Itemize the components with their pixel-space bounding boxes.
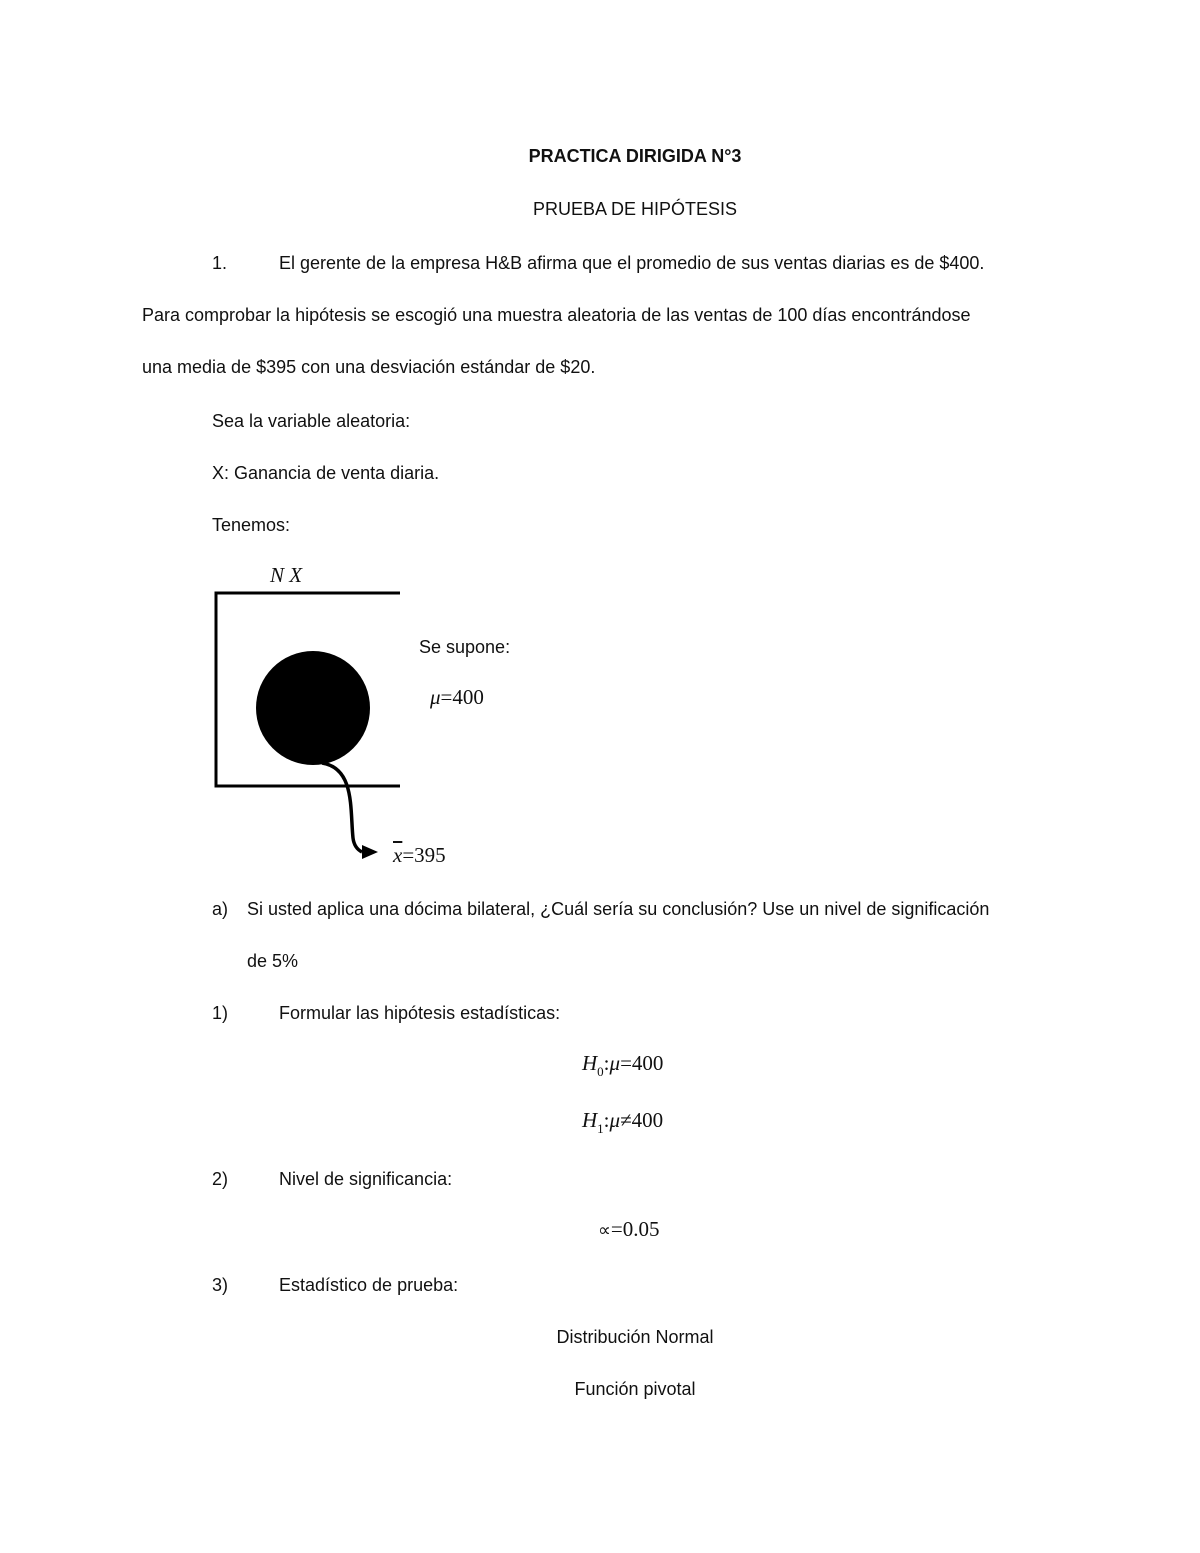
mu-value: =400	[440, 685, 484, 709]
sample-circle	[256, 651, 370, 765]
pivot-label: Función pivotal	[574, 1379, 696, 1399]
alpha-level	[598, 1218, 659, 1242]
h0-subscript: 0	[597, 1064, 604, 1079]
population-label-x: X	[289, 563, 303, 587]
problem-line-1: El gerente de la empresa H&B afirma que el promedio de sus ventas diarias es de $400.	[279, 253, 985, 273]
step-3-number: 3)	[212, 1275, 229, 1295]
h0-rest: =400	[620, 1051, 664, 1075]
step-1-text: Formular las hipótesis estadísticas:	[279, 1003, 561, 1023]
h0-letter: H	[582, 1051, 598, 1075]
null-hypothesis	[582, 1052, 663, 1077]
h1-letter: H	[582, 1108, 598, 1132]
sample-mean	[393, 844, 446, 866]
suppose-label: Se supone:	[419, 637, 511, 657]
h1-rest: ≠400	[620, 1108, 664, 1132]
h1-colon: :	[603, 1108, 610, 1132]
step-1-number: 1)	[212, 1003, 229, 1023]
problem-line-2: Para comprobar la hipótesis se escogió una muestra aleatoria de las ventas de 100 días encontrándose	[142, 305, 971, 325]
tenemos-label: Tenemos:	[212, 515, 291, 535]
alternative-hypothesis	[582, 1109, 663, 1134]
mu-assumption	[430, 686, 484, 708]
xbar-value: =395	[402, 843, 446, 867]
h1-subscript: 1	[597, 1121, 604, 1136]
page-subtitle: PRUEBA DE HIPÓTESIS	[532, 199, 738, 219]
question-a-label: a)	[212, 899, 229, 919]
variable-intro: Sea la variable aleatoria:	[212, 411, 411, 431]
page-title: PRACTICA DIRIGIDA N°3	[528, 146, 742, 166]
population-label-n: N	[270, 563, 285, 587]
population-sample-diagram	[200, 580, 403, 870]
step-3-text: Estadístico de prueba:	[279, 1275, 459, 1295]
distribution-label: Distribución Normal	[556, 1327, 714, 1347]
variable-definition: X: Ganancia de venta diaria.	[212, 463, 440, 483]
sample-arrow-head	[362, 845, 378, 859]
problem-line-3: una media de $395 con una desviación estándar de $20.	[142, 357, 596, 377]
sample-arrow-line	[322, 763, 362, 852]
step-2-number: 2)	[212, 1169, 229, 1189]
h1-mu: μ	[609, 1108, 621, 1132]
problem-number: 1.	[212, 253, 228, 273]
h0-mu: μ	[609, 1051, 621, 1075]
question-a-line-1: Si usted aplica una dócima bilateral, ¿Cuál sería su conclusión? Use un nivel de significación	[247, 899, 990, 919]
alpha-value: =0.05	[610, 1217, 660, 1241]
alpha-symbol: ∝	[598, 1220, 611, 1241]
xbar-symbol: $\overline{x}$	[393, 843, 403, 867]
question-a-line-2: de 5%	[247, 951, 299, 971]
step-2-text: Nivel de significancia:	[279, 1169, 453, 1189]
h0-colon: :	[603, 1051, 610, 1075]
mu-symbol: μ	[430, 685, 441, 709]
